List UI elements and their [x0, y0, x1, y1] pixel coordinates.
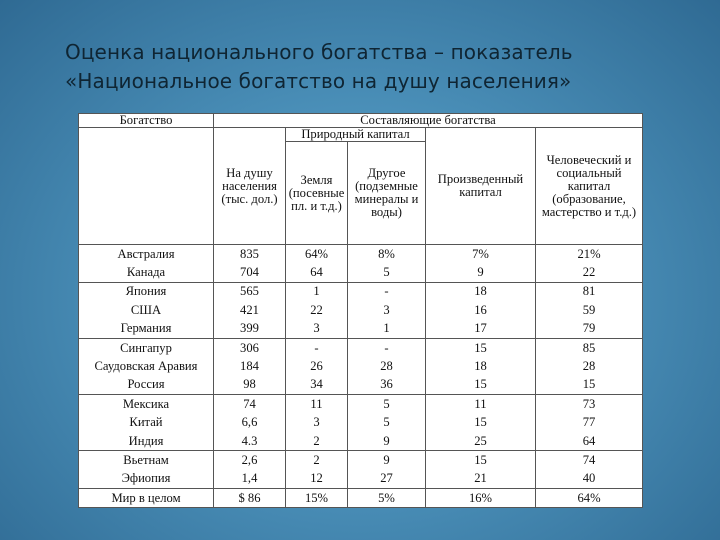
cell-produced-capital: 25 [426, 432, 536, 451]
cell-per-capita: 306 [214, 338, 286, 357]
cell-human-capital: 73 [536, 395, 643, 414]
cell-human-capital: 64 [536, 432, 643, 451]
header-other: Другое (подземные минералы и воды) [348, 142, 426, 245]
cell-produced-capital: 9 [426, 263, 536, 282]
cell-country: Саудовская Аравия [79, 357, 214, 375]
cell-other: - [348, 338, 426, 357]
cell-produced-capital: 15 [426, 414, 536, 432]
cell-per-capita: $ 86 [214, 489, 286, 508]
cell-per-capita: 74 [214, 395, 286, 414]
cell-human-capital: 85 [536, 338, 643, 357]
cell-land: 12 [286, 470, 348, 489]
table-row [79, 357, 643, 375]
cell-country: Мир в целом [79, 489, 214, 508]
cell-produced-capital: 15 [426, 451, 536, 470]
cell-land: 22 [286, 301, 348, 319]
cell-land: 26 [286, 357, 348, 375]
table-row [79, 395, 643, 414]
table-row [79, 263, 643, 282]
table-row [79, 470, 643, 489]
cell-country: Мексика [79, 395, 214, 414]
cell-produced-capital: 18 [426, 357, 536, 375]
cell-produced-capital: 15 [426, 338, 536, 357]
header-produced-capital: Произведенный капитал [426, 128, 536, 245]
cell-land: 64 [286, 263, 348, 282]
cell-produced-capital: 21 [426, 470, 536, 489]
cell-other: - [348, 282, 426, 301]
cell-produced-capital: 16 [426, 301, 536, 319]
header-components: Составляющие богатства [214, 114, 643, 128]
cell-per-capita: 835 [214, 245, 286, 264]
table-row [79, 432, 643, 451]
cell-other: 27 [348, 470, 426, 489]
cell-human-capital: 64% [536, 489, 643, 508]
cell-human-capital: 77 [536, 414, 643, 432]
table-row [79, 376, 643, 395]
cell-land: 64% [286, 245, 348, 264]
cell-other: 9 [348, 432, 426, 451]
cell-produced-capital: 18 [426, 282, 536, 301]
table-body [79, 245, 643, 508]
cell-country: Канада [79, 263, 214, 282]
cell-other: 8% [348, 245, 426, 264]
cell-land: 1 [286, 282, 348, 301]
cell-human-capital: 74 [536, 451, 643, 470]
cell-other: 28 [348, 357, 426, 375]
cell-country: Германия [79, 320, 214, 339]
cell-land: 34 [286, 376, 348, 395]
cell-land: 11 [286, 395, 348, 414]
cell-produced-capital: 17 [426, 320, 536, 339]
cell-country: Китай [79, 414, 214, 432]
cell-produced-capital: 7% [426, 245, 536, 264]
cell-land: 3 [286, 320, 348, 339]
table-row [79, 489, 643, 508]
table-row [79, 320, 643, 339]
cell-per-capita: 565 [214, 282, 286, 301]
slide-title [65, 38, 705, 96]
cell-other: 9 [348, 451, 426, 470]
cell-land: 2 [286, 451, 348, 470]
wealth-table [78, 113, 643, 508]
table-header [79, 114, 643, 245]
table-row [79, 414, 643, 432]
cell-per-capita: 98 [214, 376, 286, 395]
cell-other: 3 [348, 301, 426, 319]
header-human-capital: Человеческий и социальный капитал (образование, мастерство и т.д.) [536, 128, 643, 245]
cell-human-capital: 40 [536, 470, 643, 489]
cell-per-capita: 1,4 [214, 470, 286, 489]
cell-per-capita: 6,6 [214, 414, 286, 432]
cell-country: Эфиопия [79, 470, 214, 489]
cell-human-capital: 22 [536, 263, 643, 282]
cell-country: США [79, 301, 214, 319]
table-row [79, 301, 643, 319]
cell-country: Япония [79, 282, 214, 301]
wealth-table-panel [78, 113, 642, 507]
cell-human-capital: 59 [536, 301, 643, 319]
cell-human-capital: 79 [536, 320, 643, 339]
cell-human-capital: 21% [536, 245, 643, 264]
cell-per-capita: 421 [214, 301, 286, 319]
header-natural-capital: Природный капитал [286, 128, 426, 142]
cell-human-capital: 81 [536, 282, 643, 301]
table-row [79, 245, 643, 264]
cell-land: 15% [286, 489, 348, 508]
cell-per-capita: 704 [214, 263, 286, 282]
table-row [79, 282, 643, 301]
cell-country: Россия [79, 376, 214, 395]
cell-produced-capital: 11 [426, 395, 536, 414]
header-land: Земля (посевные пл. и т.д.) [286, 142, 348, 245]
cell-country: Индия [79, 432, 214, 451]
cell-other: 5 [348, 414, 426, 432]
header-wealth: Богатство [79, 114, 214, 128]
slide-title-line-2: «Национальное богатство на душу населения» [65, 69, 572, 93]
cell-land: 3 [286, 414, 348, 432]
header-country-blank [79, 128, 214, 245]
cell-other: 5 [348, 395, 426, 414]
cell-human-capital: 15 [536, 376, 643, 395]
cell-produced-capital: 15 [426, 376, 536, 395]
cell-other: 5% [348, 489, 426, 508]
table-row [79, 451, 643, 470]
table-row [79, 338, 643, 357]
cell-other: 1 [348, 320, 426, 339]
cell-country: Вьетнам [79, 451, 214, 470]
cell-human-capital: 28 [536, 357, 643, 375]
cell-per-capita: 2,6 [214, 451, 286, 470]
cell-country: Австралия [79, 245, 214, 264]
cell-other: 5 [348, 263, 426, 282]
cell-produced-capital: 16% [426, 489, 536, 508]
cell-per-capita: 399 [214, 320, 286, 339]
cell-per-capita: 4.3 [214, 432, 286, 451]
cell-land: - [286, 338, 348, 357]
header-per-capita: На душу населения (тыс. дол.) [214, 128, 286, 245]
cell-other: 36 [348, 376, 426, 395]
cell-country: Сингапур [79, 338, 214, 357]
cell-per-capita: 184 [214, 357, 286, 375]
slide-title-line-1: Оценка национального богатства – показатель [65, 40, 573, 64]
cell-land: 2 [286, 432, 348, 451]
